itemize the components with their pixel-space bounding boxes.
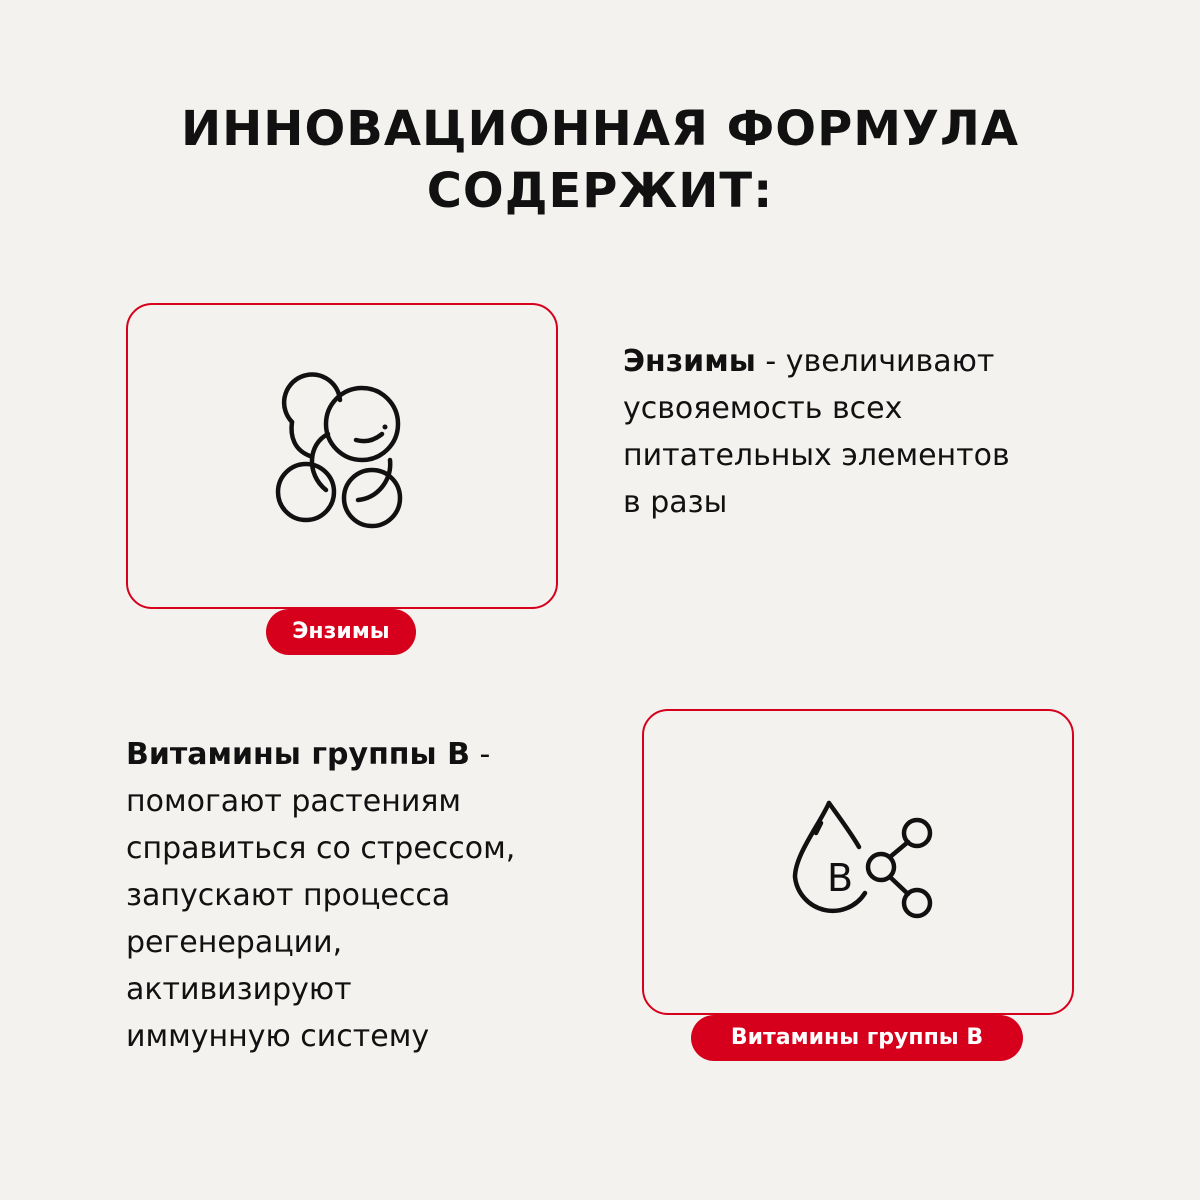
molecules-icon	[262, 364, 422, 548]
title-line-1: ИННОВАЦИОННАЯ ФОРМУЛА	[180, 101, 1020, 157]
vitamins-badge: Витамины группы В	[691, 1015, 1023, 1061]
vitamins-desc-line: иммунную систему	[126, 1019, 430, 1054]
vitamins-desc-line: регенерации,	[126, 925, 343, 960]
page-title	[0, 98, 1200, 222]
enzymes-desc-line: в разы	[623, 485, 728, 520]
vitamins-desc-bold: Витамины группы В	[126, 737, 470, 772]
vitamins-desc-line: помогают растениям	[126, 784, 462, 819]
vitamins-card	[642, 709, 1074, 1015]
enzymes-card	[126, 303, 558, 609]
title-line-2: СОДЕРЖИТ:	[426, 163, 774, 219]
svg-text:B: B	[827, 856, 854, 900]
vitamins-desc-rest: -	[469, 737, 491, 772]
enzymes-desc-line: питательных элементов	[623, 438, 1010, 473]
vitamins-desc-line: активизируют	[126, 972, 352, 1007]
vitamins-desc-line: справиться со стрессом,	[126, 831, 516, 866]
enzymes-desc-line: усвояемость всех	[623, 391, 903, 426]
vitamin-b-drop-icon	[783, 795, 933, 929]
enzymes-description	[623, 338, 1010, 526]
enzymes-desc-rest: - увеличивают	[755, 344, 995, 379]
enzymes-badge: Энзимы	[266, 609, 416, 655]
vitamins-desc-line: запускают процесса	[126, 878, 451, 913]
enzymes-desc-bold: Энзимы	[623, 344, 756, 379]
vitamins-description	[126, 731, 515, 1060]
